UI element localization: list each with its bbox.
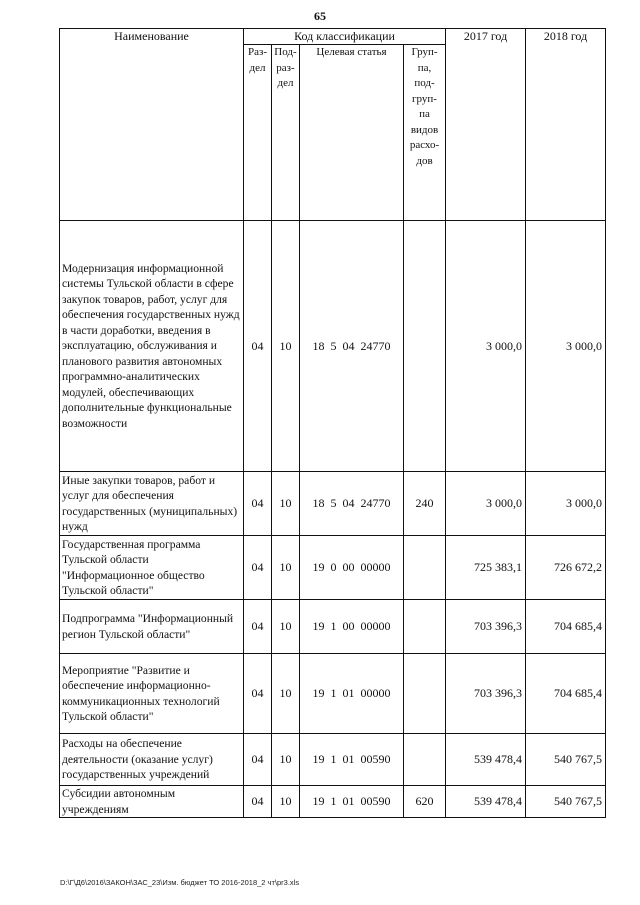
row-razdel: 04 (244, 786, 272, 818)
table-row (60, 734, 606, 786)
row-target: 18 5 04 24770 (300, 472, 404, 536)
row-razdel: 04 (244, 472, 272, 536)
row-target: 19 1 01 00590 (300, 786, 404, 818)
row-podrazdel: 10 (272, 536, 300, 600)
header-year-2018: 2018 год (526, 29, 606, 221)
row-razdel: 04 (244, 600, 272, 654)
header-row-1 (60, 29, 606, 45)
row-2017: 703 396,3 (446, 600, 526, 654)
row-group (404, 221, 446, 472)
row-name: Иные закупки товаров, работ и услуг для обеспечения государственных (муниципальных) нужд (60, 472, 244, 536)
header-group: Груп- па, под- груп- па видов расхо- дов (404, 45, 446, 221)
file-path-footer: D:\Г\Д6\2016\ЗАКОН\ЗАС_23\Изм. бюджет ТО 2016-2018_2 чт\pr3.xls (60, 878, 300, 887)
row-podrazdel: 10 (272, 734, 300, 786)
header-podrazdel: Под- раз- дел (272, 45, 300, 221)
row-2018: 3 000,0 (526, 472, 606, 536)
row-name: Государственная программа Тульской области "Информационное общество Тульской области" (60, 536, 244, 600)
row-target: 19 1 00 00000 (300, 600, 404, 654)
row-target: 19 0 00 00000 (300, 536, 404, 600)
table-row (60, 536, 606, 600)
row-2018: 540 767,5 (526, 734, 606, 786)
row-name: Мероприятие "Развитие и обеспечение информационно-коммуникационных технологий Тульской области" (60, 654, 244, 734)
row-2017: 3 000,0 (446, 472, 526, 536)
header-code: Код классификации (244, 29, 446, 45)
row-group: 620 (404, 786, 446, 818)
row-2017: 3 000,0 (446, 221, 526, 472)
row-razdel: 04 (244, 734, 272, 786)
row-name: Субсидии автономным учреждениям (60, 786, 244, 818)
table-row (60, 472, 606, 536)
row-name: Модернизация информационной системы Тульской области в сфере закупок товаров, работ, услуг для обеспечения государственных нужд в части доработки, введения в эксплуатацию, обслуживания и планового развития автономных программно-аналитических модулей, обеспечивающих дополнительные функциональные возможности (60, 221, 244, 472)
row-razdel: 04 (244, 654, 272, 734)
row-2018: 540 767,5 (526, 786, 606, 818)
row-2018: 704 685,4 (526, 600, 606, 654)
table-row (60, 654, 606, 734)
row-group (404, 600, 446, 654)
row-2018: 3 000,0 (526, 221, 606, 472)
table-row (60, 221, 606, 472)
row-razdel: 04 (244, 221, 272, 472)
row-2017: 539 478,4 (446, 734, 526, 786)
row-podrazdel: 10 (272, 654, 300, 734)
row-group (404, 536, 446, 600)
header-target: Целевая статья (300, 45, 404, 221)
row-2017: 539 478,4 (446, 786, 526, 818)
budget-table (59, 28, 606, 818)
row-group (404, 654, 446, 734)
row-target: 19 1 01 00000 (300, 654, 404, 734)
table-row (60, 786, 606, 818)
row-name: Расходы на обеспечение деятельности (оказание услуг) государственных учреждений (60, 734, 244, 786)
row-podrazdel: 10 (272, 472, 300, 536)
header-razdel: Раз- дел (244, 45, 272, 221)
header-name: Наименование (60, 29, 244, 221)
row-2017: 703 396,3 (446, 654, 526, 734)
row-name: Подпрограмма "Информационный регион Тульской области" (60, 600, 244, 654)
row-2018: 726 672,2 (526, 536, 606, 600)
table-row (60, 600, 606, 654)
row-podrazdel: 10 (272, 221, 300, 472)
row-group (404, 734, 446, 786)
page-number: 65 (314, 9, 326, 23)
row-podrazdel: 10 (272, 600, 300, 654)
row-target: 18 5 04 24770 (300, 221, 404, 472)
row-podrazdel: 10 (272, 786, 300, 818)
row-group: 240 (404, 472, 446, 536)
row-target: 19 1 01 00590 (300, 734, 404, 786)
row-2018: 704 685,4 (526, 654, 606, 734)
header-year-2017: 2017 год (446, 29, 526, 221)
row-razdel: 04 (244, 536, 272, 600)
row-2017: 725 383,1 (446, 536, 526, 600)
